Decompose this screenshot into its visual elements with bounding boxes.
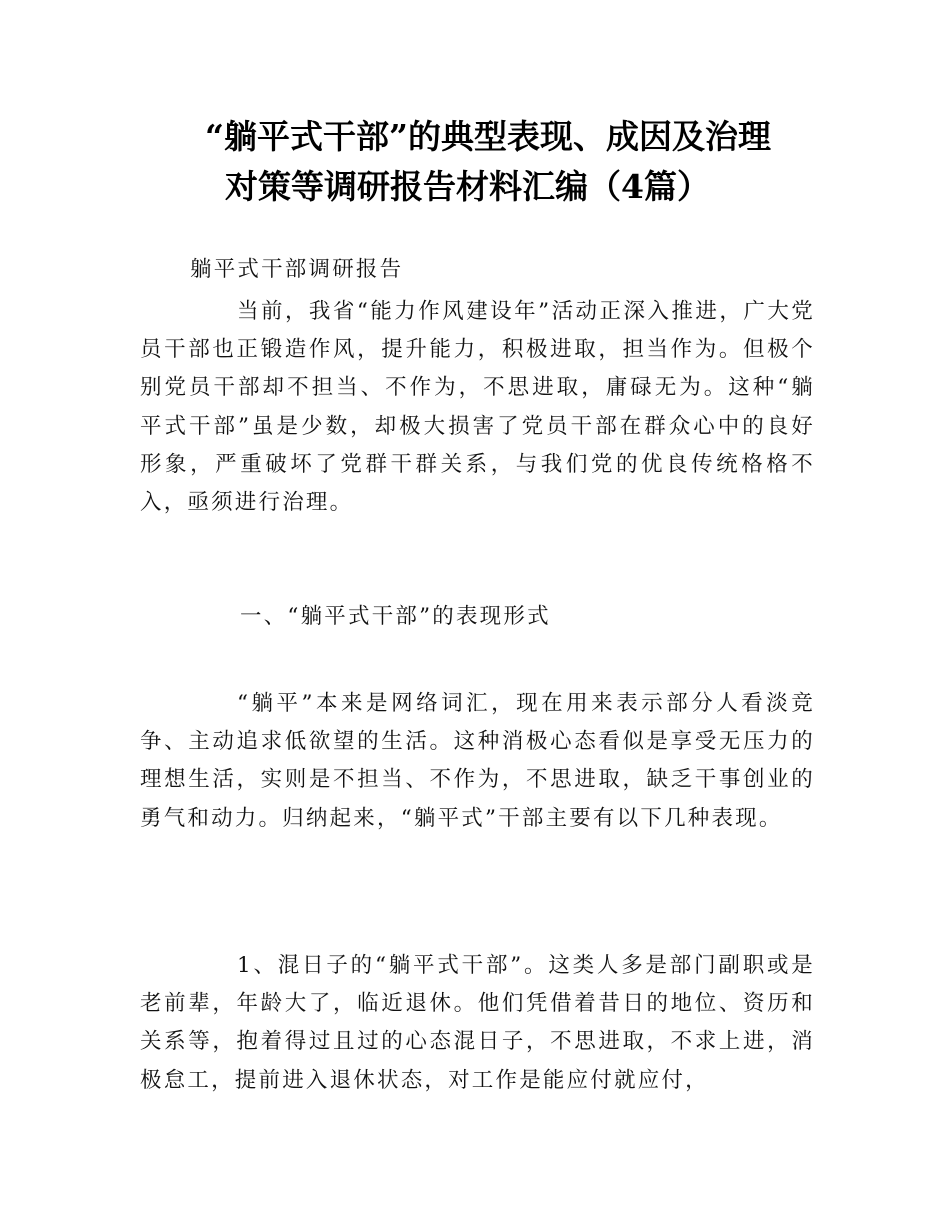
title-line-1: “躺平式干部”的典型表现、成因及治理 [205,117,771,156]
document-title [205,112,825,212]
section-heading-1: 一、“躺平式干部”的表现形式 [240,604,551,629]
document-subtitle: 躺平式干部调研报告 [190,257,404,282]
paragraph-type-1: 1、混日子的“躺平式干部”。这类人多是部门副职或是老前辈，年龄大了，临近退休。他们凭借着昔日的地位、资历和关系等，抱着得过且过的心态混日子，不思进取，不求上进，消极怠工，提前进入退休状态，对工作是能应付就应付， [140,953,815,1093]
paragraph-definition: “躺平”本来是网络词汇，现在用来表示部分人看淡竞争、主动追求低欲望的生活。这种消极心态看似是享受无压力的理想生活，实则是不担当、不作为，不思进取，缺乏干事创业的勇气和动力。归纳起来，“躺平式”干部主要有以下几种表现。 [140,691,815,831]
paragraph-intro: 当前，我省“能力作风建设年”活动正深入推进，广大党员干部也正锻造作风，提升能力，积极进取，担当作为。但极个别党员干部却不担当、不作为，不思进取，庸碌无为。这种“躺平式干部”虽是少数，却极大损害了党员干部在群众心中的良好形象，严重破坏了党群干群关系，与我们党的优良传统格格不入，亟须进行治理。 [140,299,815,516]
title-line-2: 对策等调研报告材料汇编（4篇） [225,167,710,206]
